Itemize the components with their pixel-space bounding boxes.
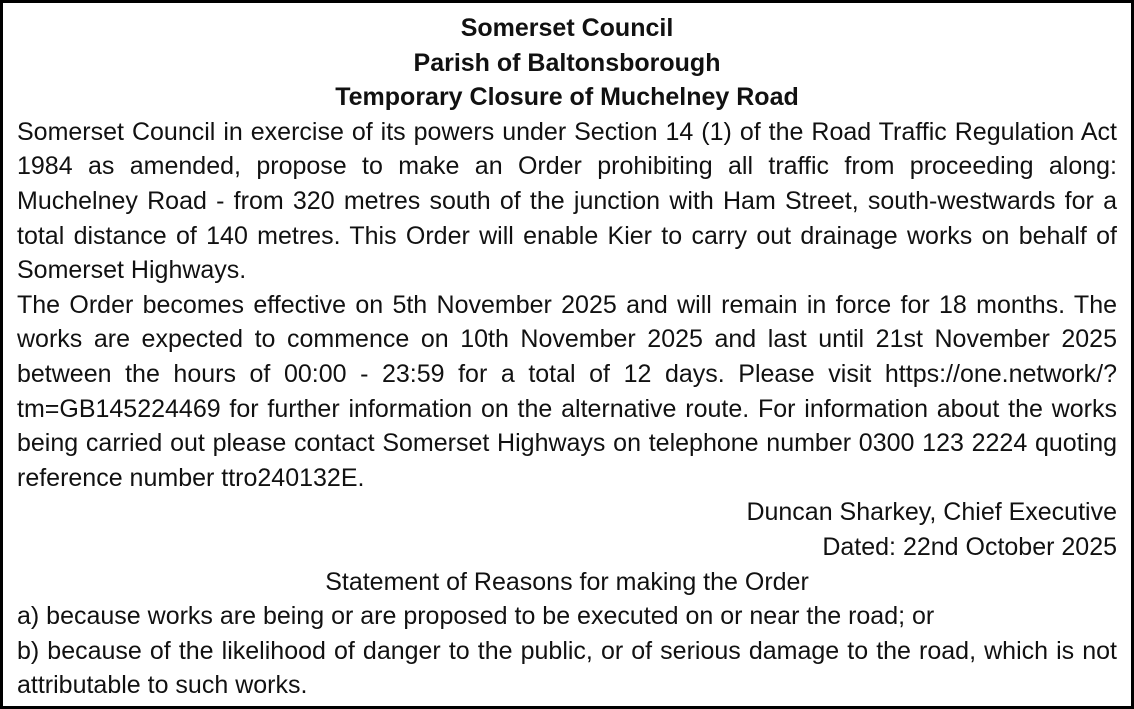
order-proposal-paragraph: Somerset Council in exercise of its powers under Section 14 (1) of the Road Traffic Regulation Act 1984 as amended, propose to make an Order prohibiting all traffic from proceeding along: Muchelney Road - from 320 metres south of the junction with Ham Street, south-westwards for a total distance of 140 metres. This Order will enable Kier to carry out drainage works on behalf of Somerset Highways. [17,117,1117,285]
notice-parish: Parish of Baltonsborough [413,48,721,77]
notice-authority: Somerset Council [460,14,674,42]
statement-heading: Statement of Reasons for making the Order [325,567,809,596]
signatory: Duncan Sharkey, Chief Executive [746,498,1117,527]
reasons-list [17,599,1117,703]
reason-item: b) because of the likelihood of danger to the public, or of serious damage to the road, which is not attributable to such works. [17,636,1117,700]
order-details-paragraph: The Order becomes effective on 5th November 2025 and will remain in force for 18 months. The works are expected to commence on 10th November 2025 and last until 21st November 2025 between the hours of 00:00 - 23:59 for a total of 12 days. Please visit https://one.network/?tm=GB145224469 for further information on the alternative route. For information about the works being carried out please contact Somerset Highways on telephone number 0300 123 2224 quoting reference number ttro240132E. [17,290,1117,492]
date-line: Dated: 22nd October 2025 [822,532,1117,561]
reason-item: a) because works are being or are proposed to be executed on or near the road; or [17,602,935,631]
notice-title: Temporary Closure of Muchelney Road [335,83,799,112]
